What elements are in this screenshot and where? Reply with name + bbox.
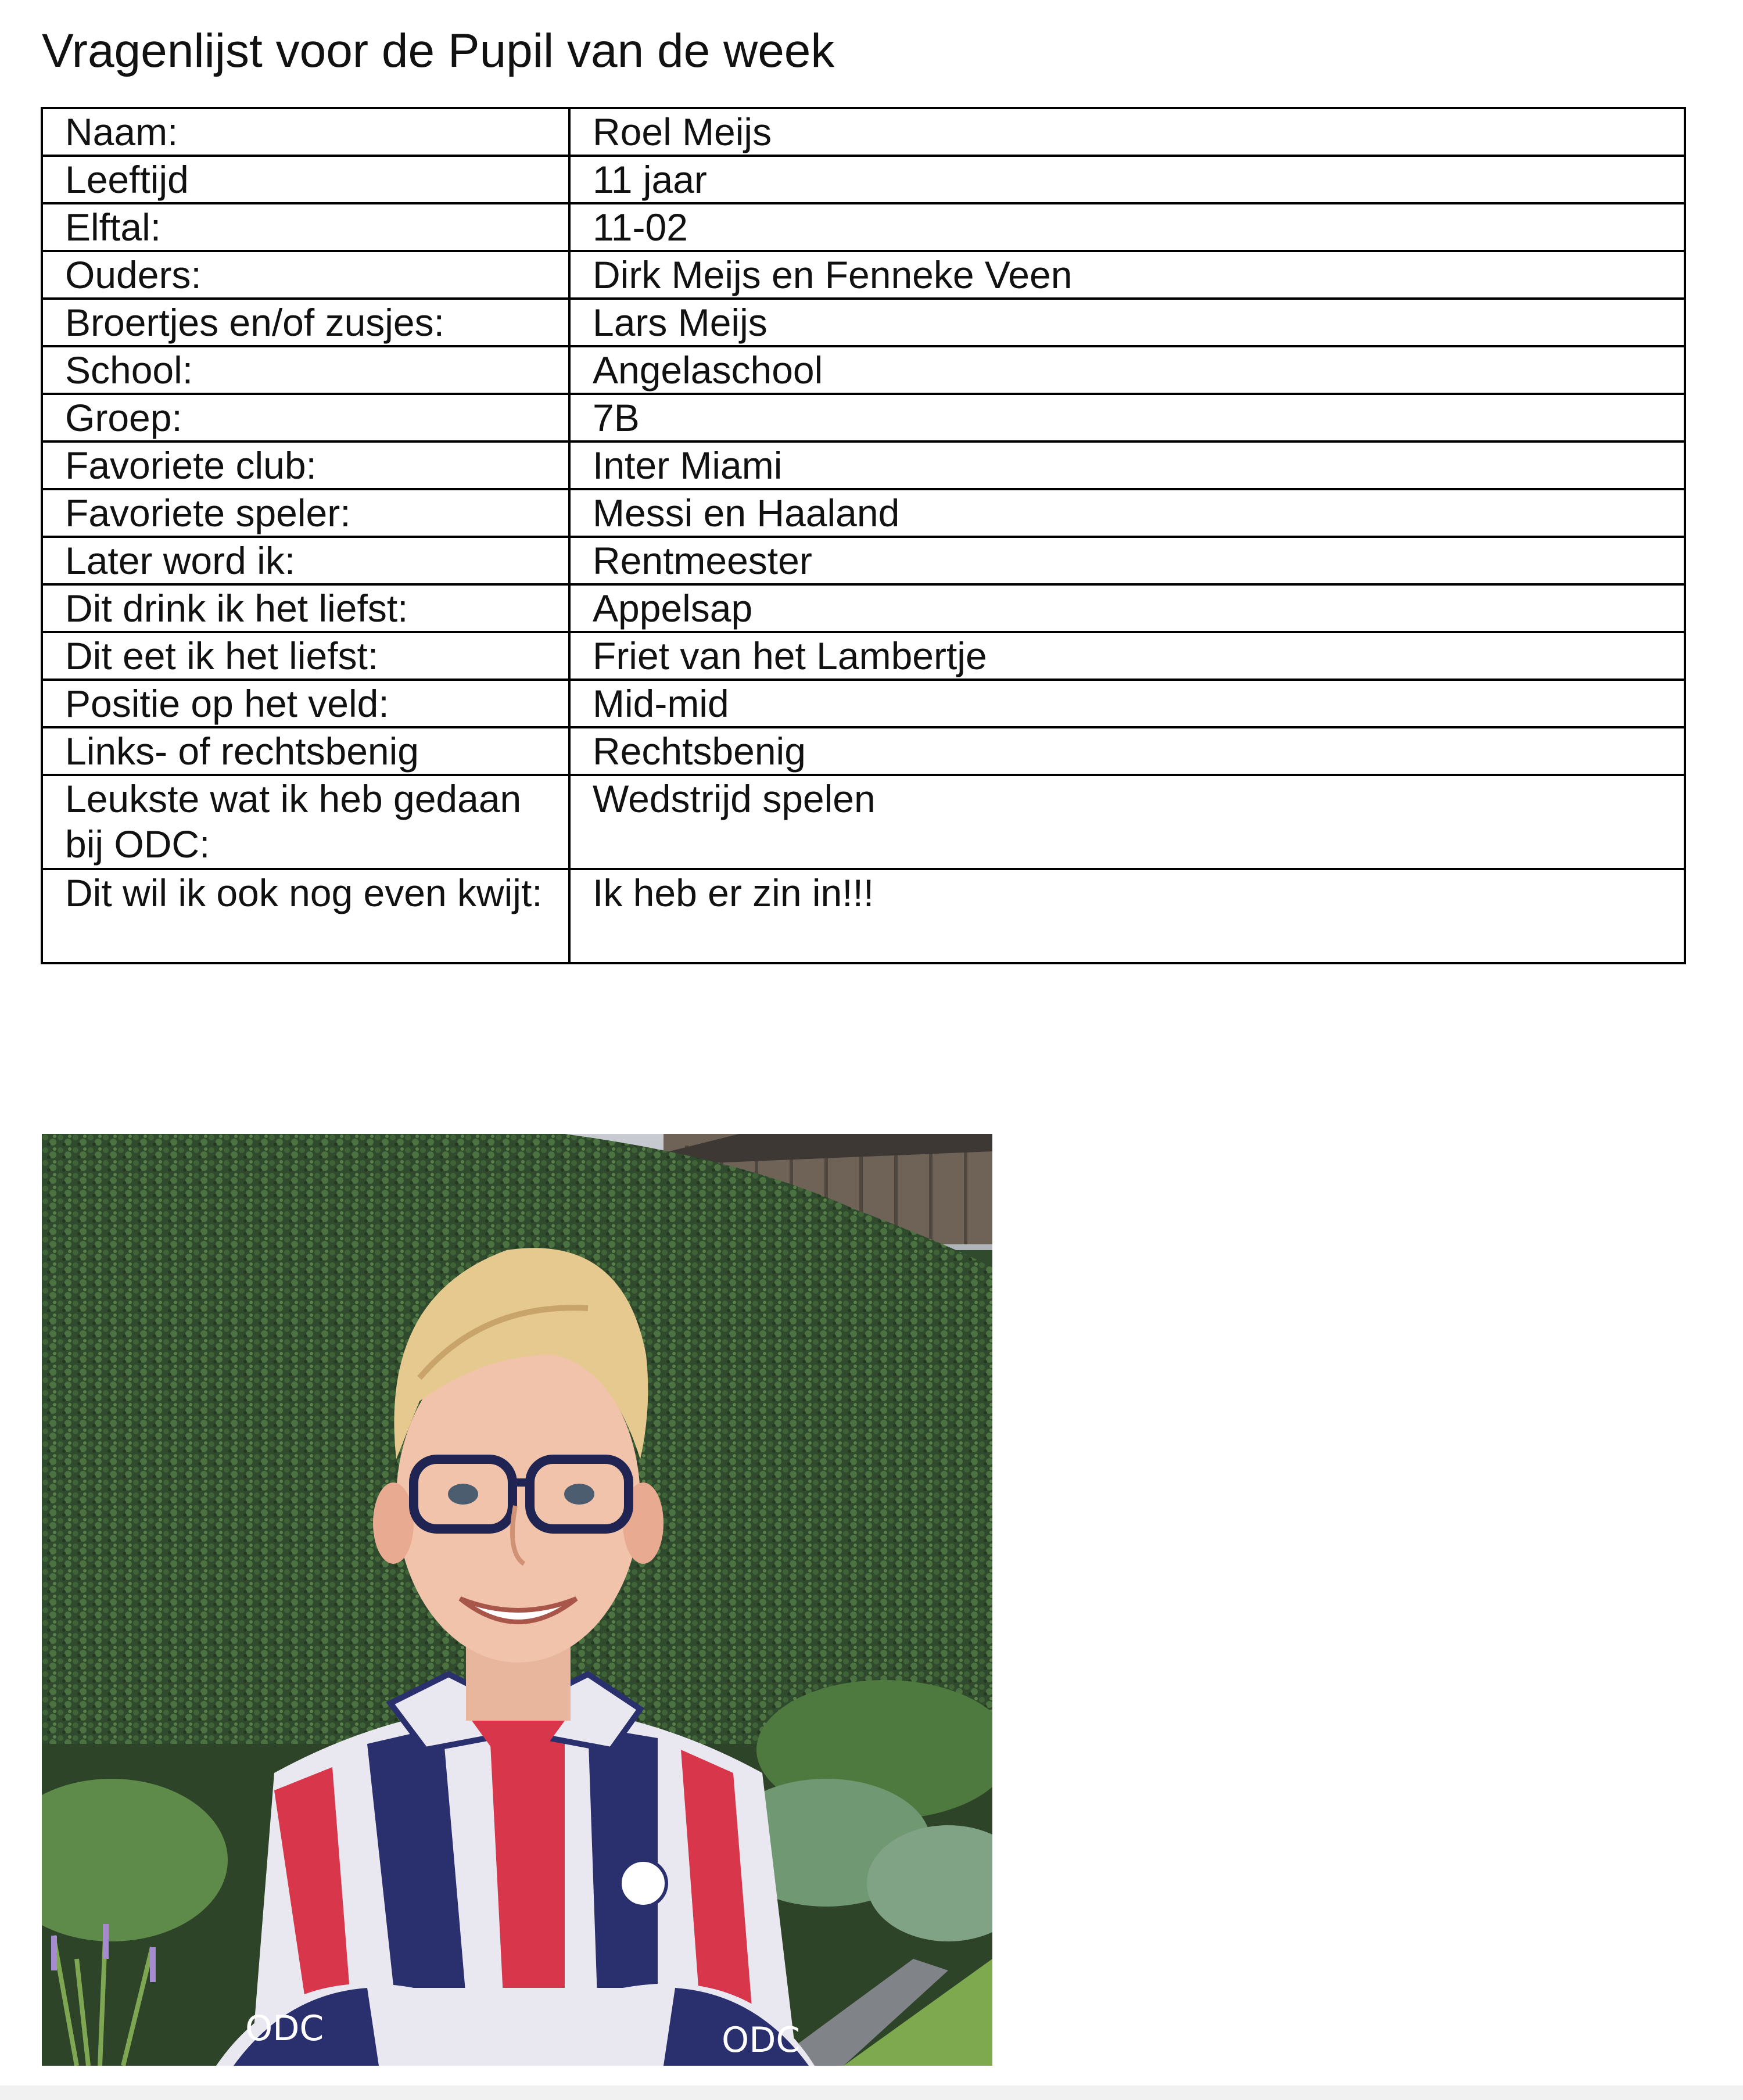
table-row — [42, 869, 1685, 963]
answer-cell: Friet van het Lambertje — [569, 632, 1685, 680]
question-cell: Favoriete speler: — [42, 489, 569, 537]
question-cell: Broertjes en/of zusjes: — [42, 299, 569, 346]
table-row — [42, 156, 1685, 203]
jersey-lettering-left: ODC — [245, 2008, 324, 2049]
answer-cell: 11-02 — [569, 203, 1685, 251]
document-title: Vragenlijst voor de Pupil van de week — [42, 24, 835, 77]
table-row — [42, 346, 1685, 394]
table-row — [42, 299, 1685, 346]
answer-cell: Dirk Meijs en Fenneke Veen — [569, 251, 1685, 299]
table-row — [42, 251, 1685, 299]
answer-cell: Rentmeester — [569, 537, 1685, 584]
table-row — [42, 394, 1685, 441]
answer-cell: Angelaschool — [569, 346, 1685, 394]
table-row — [42, 203, 1685, 251]
answer-cell: Lars Meijs — [569, 299, 1685, 346]
answer-cell: Messi en Haaland — [569, 489, 1685, 537]
answer-cell: Wedstrijd spelen — [569, 775, 1685, 869]
question-cell: Elftal: — [42, 203, 569, 251]
answer-cell: 11 jaar — [569, 156, 1685, 203]
question-cell: Dit drink ik het liefst: — [42, 584, 569, 632]
answer-cell: Roel Meijs — [569, 108, 1685, 156]
question-cell: Groep: — [42, 394, 569, 441]
question-cell: Naam: — [42, 108, 569, 156]
question-cell: Dit wil ik ook nog even kwijt: — [42, 869, 569, 963]
table-row — [42, 680, 1685, 727]
question-cell: Dit eet ik het liefst: — [42, 632, 569, 680]
table-row — [42, 108, 1685, 156]
question-cell: Ouders: — [42, 251, 569, 299]
questionnaire-table — [41, 107, 1686, 964]
table-row — [42, 584, 1685, 632]
answer-cell: Appelsap — [569, 584, 1685, 632]
answer-cell: 7B — [569, 394, 1685, 441]
question-cell: Positie op het veld: — [42, 680, 569, 727]
table-row — [42, 775, 1685, 869]
table-row — [42, 727, 1685, 775]
question-cell: Leukste wat ik heb gedaan bij ODC: — [42, 775, 569, 869]
club-badge — [620, 1860, 666, 1907]
page-bottom-strip — [0, 2085, 1743, 2100]
question-cell: Favoriete club: — [42, 441, 569, 489]
jersey-lettering-right: ODC — [722, 2020, 801, 2060]
table-row — [42, 489, 1685, 537]
table-row — [42, 632, 1685, 680]
question-cell: Leeftijd — [42, 156, 569, 203]
pupil-photo — [42, 1134, 992, 2066]
answer-cell: Ik heb er zin in!!! — [569, 869, 1685, 963]
table-row — [42, 441, 1685, 489]
question-cell: Links- of rechtsbenig — [42, 727, 569, 775]
answer-cell: Inter Miami — [569, 441, 1685, 489]
answer-cell: Rechtsbenig — [569, 727, 1685, 775]
answer-cell: Mid-mid — [569, 680, 1685, 727]
table-row — [42, 537, 1685, 584]
question-cell: School: — [42, 346, 569, 394]
pupil-photo-illustration — [42, 1134, 992, 2066]
question-cell: Later word ik: — [42, 537, 569, 584]
